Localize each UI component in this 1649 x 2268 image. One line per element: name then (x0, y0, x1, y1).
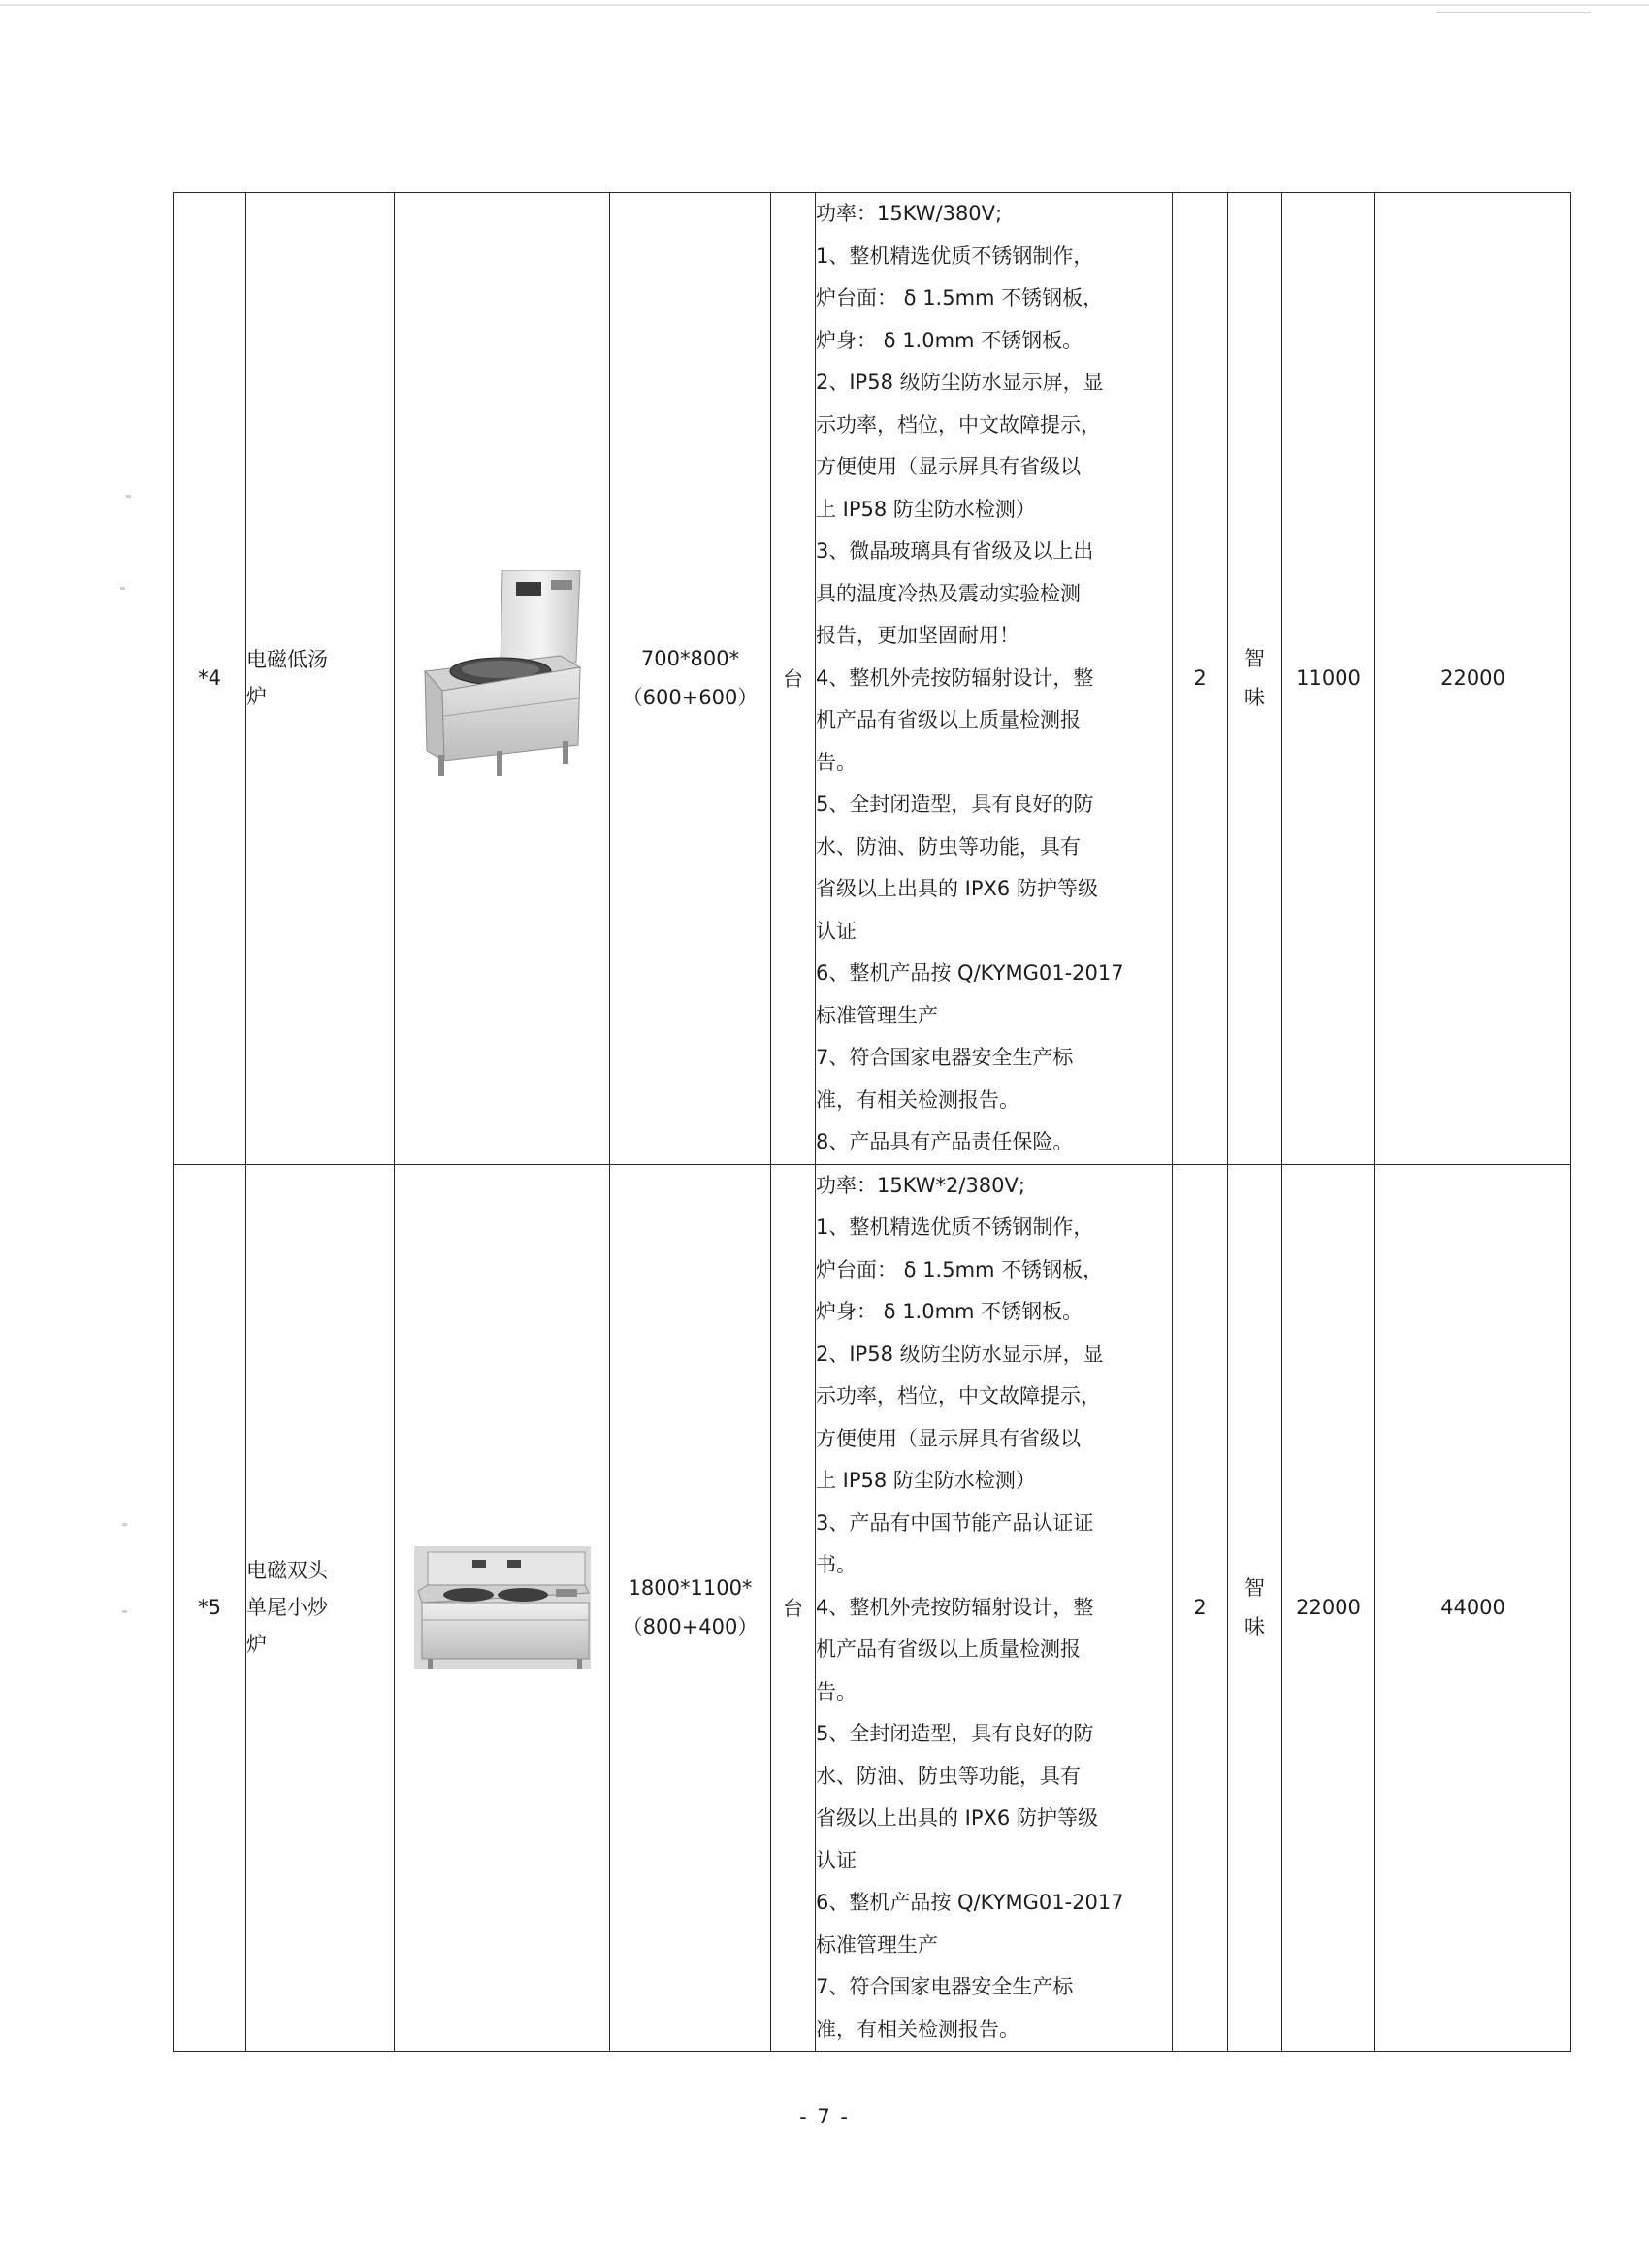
unit-price: 22000 (1282, 1164, 1375, 2052)
dimensions (610, 1164, 771, 2052)
spec-line: 1、整机精选优质不锈钢制作， (816, 243, 1094, 268)
total-price: 44000 (1375, 1164, 1571, 2052)
brand-char: 味 (1245, 1615, 1265, 1639)
spec-line: 4、整机外壳按防辐射设计，整 (816, 1595, 1094, 1619)
spec-line: 具的温度冷热及震动实验检测 (816, 581, 1081, 605)
unit-price: 11000 (1282, 193, 1375, 1165)
scan-top-edge-mark (1436, 12, 1591, 13)
spec-line: 炉身： δ 1.0mm 不锈钢板。 (816, 1300, 1083, 1323)
quantity: 2 (1173, 193, 1228, 1165)
spec-line: 5、全封闭造型，具有良好的防 (816, 1722, 1094, 1745)
spec-line: 炉身： δ 1.0mm 不锈钢板。 (816, 328, 1083, 352)
specification-description (816, 193, 1173, 1165)
brand (1228, 193, 1282, 1165)
dimensions-line: 700*800* (640, 647, 740, 671)
item-number: *4 (174, 193, 246, 1165)
product-image-cell (395, 1164, 610, 2052)
spec-line: 标准管理生产 (816, 1003, 938, 1027)
dimensions-line: 1800*1100* (628, 1576, 753, 1601)
spec-line: 8、产品具有产品责任保险。 (816, 1130, 1074, 1153)
spec-line: 6、整机产品按 Q/KYMG01-2017 (816, 961, 1124, 985)
spec-line: 功率：15KW*2/380V; (816, 1173, 1025, 1197)
spec-line: 上 IP58 防尘防水检测） (816, 1469, 1036, 1492)
product-name-line: 单尾小炒 (246, 1596, 328, 1620)
dimensions (610, 193, 771, 1165)
scan-speck (120, 587, 125, 590)
total-price: 22000 (1375, 193, 1571, 1165)
brand (1228, 1164, 1282, 2052)
spec-line: 水、防油、防虫等功能，具有 (816, 1764, 1081, 1788)
product-name (246, 1164, 395, 2052)
spec-line: 功率：15KW/380V; (816, 202, 1003, 225)
spec-line: 7、符合国家电器安全生产标 (816, 1975, 1074, 1998)
spec-line: 1、整机精选优质不锈钢制作， (816, 1215, 1094, 1239)
scan-speck (122, 1610, 127, 1613)
spec-line: 省级以上出具的 IPX6 防护等级 (816, 1806, 1098, 1830)
quantity: 2 (1173, 1164, 1228, 2052)
dimensions-line: （800+400） (622, 1615, 759, 1639)
spec-line: 机产品有省级以上质量检测报 (816, 1637, 1081, 1661)
induction-soup-stove-photo (415, 570, 590, 786)
spec-line: 示功率，档位，中文故障提示， (816, 1384, 1101, 1408)
spec-line: 上 IP58 防尘防水检测） (816, 497, 1036, 521)
product-name-line: 炉 (246, 685, 267, 709)
spec-line: 省级以上出具的 IPX6 防护等级 (816, 877, 1098, 900)
spec-line: 方便使用（显示屏具有省级以 (816, 455, 1081, 478)
table-row (174, 1164, 1571, 2052)
spec-line: 认证 (816, 1848, 857, 1872)
unit: 台 (771, 1164, 816, 2052)
product-name-line: 炉 (246, 1633, 267, 1657)
spec-line: 机产品有省级以上质量检测报 (816, 708, 1081, 731)
product-image-cell (395, 193, 610, 1165)
specification-description (816, 1164, 1173, 2052)
product-name-line: 电磁低汤 (246, 648, 328, 672)
item-number: *5 (174, 1164, 246, 2052)
spec-line: 6、整机产品按 Q/KYMG01-2017 (816, 1891, 1124, 1914)
spec-line: 5、全封闭造型，具有良好的防 (816, 793, 1094, 816)
spec-line: 准，有相关检测报告。 (816, 1087, 1019, 1112)
spec-line: 3、微晶玻璃具有省级及以上出 (816, 539, 1094, 563)
spec-line: 7、符合国家电器安全生产标 (816, 1046, 1074, 1069)
brand-char: 智 (1245, 647, 1265, 671)
spec-line: 2、IP58 级防尘防水显示屏，显 (816, 371, 1104, 394)
spec-line: 炉台面： δ 1.5mm 不锈钢板， (816, 286, 1104, 309)
table-row (174, 193, 1571, 1165)
spec-line: 书。 (816, 1553, 857, 1576)
spec-line: 4、整机外壳按防辐射设计，整 (816, 665, 1094, 690)
equipment-spec-table (173, 192, 1571, 2052)
spec-line: 告。 (816, 750, 857, 774)
induction-double-wok-stove-photo (414, 1546, 591, 1669)
spec-line: 炉台面： δ 1.5mm 不锈钢板， (816, 1257, 1104, 1281)
product-name-line: 电磁双头 (246, 1559, 328, 1583)
scan-speck (122, 1523, 127, 1526)
spec-line: 3、产品有中国节能产品认证证 (816, 1510, 1094, 1535)
spec-line: 准，有相关检测报告。 (816, 2017, 1019, 2041)
spec-line: 标准管理生产 (816, 1932, 938, 1957)
spec-line: 示功率，档位，中文故障提示， (816, 412, 1101, 437)
spec-line: 报告，更加坚固耐用！ (816, 624, 1019, 647)
page-number: - 7 - (799, 2105, 850, 2128)
spec-line: 告。 (816, 1679, 857, 1703)
spec-line: 方便使用（显示屏具有省级以 (816, 1426, 1081, 1450)
unit: 台 (771, 193, 816, 1165)
spec-line: 认证 (816, 919, 857, 943)
spec-line: 水、防油、防虫等功能，具有 (816, 834, 1081, 859)
dimensions-line: （600+600） (622, 686, 759, 710)
brand-char: 味 (1245, 686, 1265, 710)
scan-top-edge (0, 4, 1649, 6)
product-name (246, 193, 395, 1165)
brand-char: 智 (1245, 1576, 1265, 1601)
spec-line: 2、IP58 级防尘防水显示屏，显 (816, 1342, 1104, 1366)
scan-speck (126, 495, 131, 498)
